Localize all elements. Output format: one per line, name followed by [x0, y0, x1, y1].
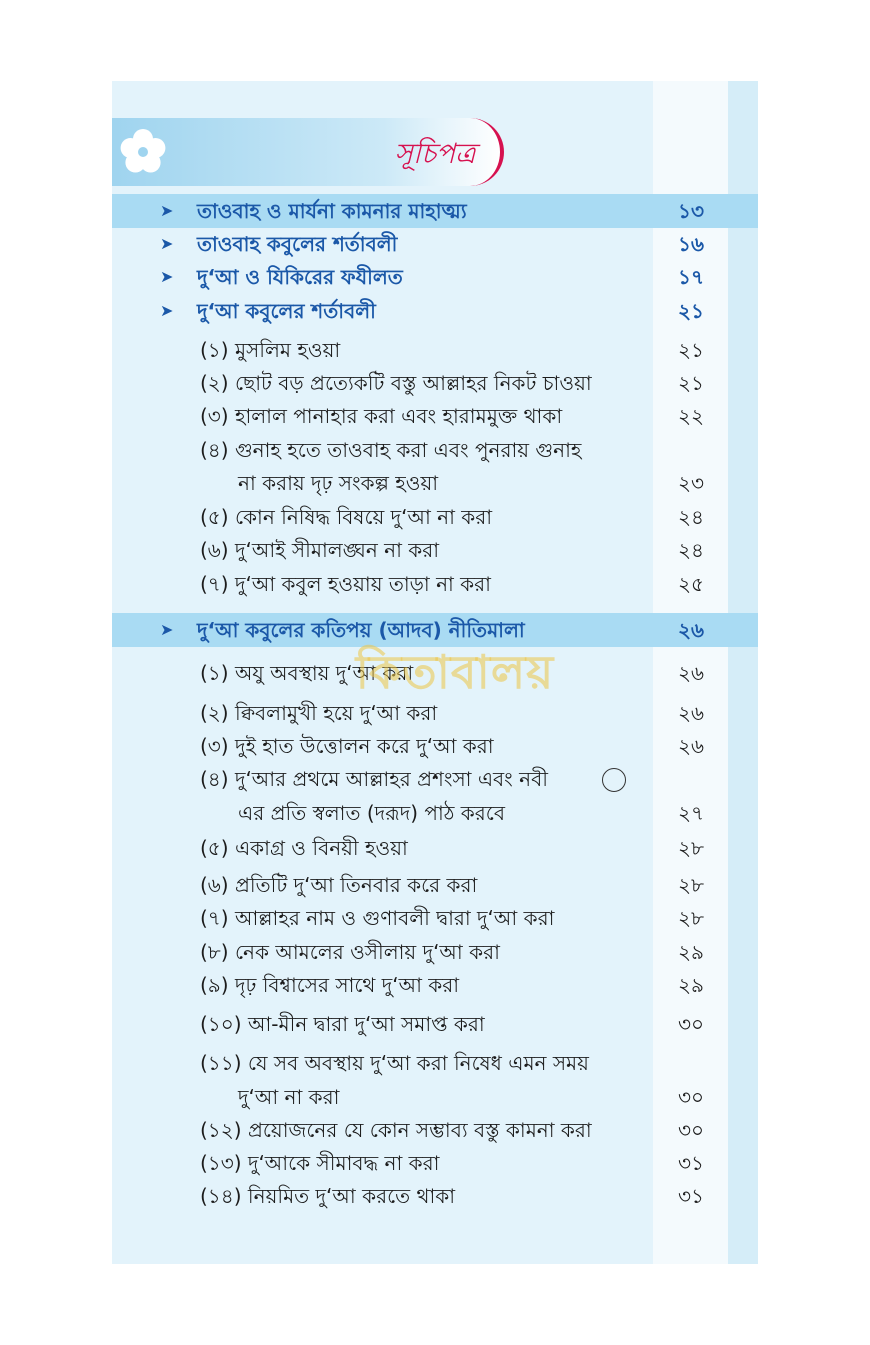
toc-page-number: ১৬: [678, 232, 704, 256]
toc-entry-row: [0, 796, 870, 830]
toc-entry-label: (৫) কোন নিষিদ্ধ বিষয়ে দু‘আ না করা: [200, 505, 493, 529]
toc-entry-row: [0, 831, 870, 865]
toc-page-number: ১৩: [678, 199, 704, 223]
toc-page-number: ২১: [678, 338, 704, 362]
toc-page-number: ২৯: [678, 973, 704, 997]
toc-entry-row: [0, 399, 870, 433]
toc-entry-row: [0, 729, 870, 763]
toc-entry-label: (১১) যে সব অবস্থায় দু‘আ করা নিষেধ এমন সময়: [200, 1051, 589, 1075]
toc-page-number: ২৮: [678, 906, 704, 930]
toc-page-number: ৩১: [678, 1184, 704, 1208]
toc-entry-label: এর প্রতি স্বলাত (দরূদ) পাঠ করবে: [238, 801, 505, 825]
toc-entry-label: (৪) দু‘আর প্রথমে আল্লাহর প্রশংসা এবং নবী: [200, 767, 548, 791]
toc-entry-row: [0, 433, 870, 467]
toc-page-number: ৩০: [677, 1118, 704, 1142]
toc-page-number: ২৯: [678, 940, 704, 964]
toc-page-number: ৩১: [678, 1151, 704, 1175]
toc-entry-label: (১৩) দু‘আকে সীমাবদ্ধ না করা: [200, 1151, 440, 1175]
toc-entry-label: (১) মুসলিম হওয়া: [200, 338, 341, 362]
toc-page-number: ২৬: [677, 661, 704, 685]
toc-page-number: ২৪: [678, 505, 704, 529]
toc-entry-row: [0, 533, 870, 567]
bullet-arrow-icon: ➤: [160, 201, 174, 220]
toc-entry-label: (২) ছোট বড় প্রত্যেকটি বস্তু আল্লাহর নিকট চাওয়া: [200, 371, 592, 395]
toc-entry-label: দু‘আ না করা: [238, 1085, 340, 1109]
toc-entry-label: (৩) হালাল পানাহার করা এবং হারামমুক্ত থাকা: [200, 404, 563, 428]
page-title: সূচিপত্র: [394, 137, 476, 170]
toc-entry-label: (৬) দু‘আই সীমালঙ্ঘন না করা: [200, 538, 440, 562]
toc-entry-row: [0, 1113, 870, 1147]
toc-page-number: ২৩: [677, 471, 704, 495]
toc-entry-row: [0, 968, 870, 1002]
toc-entry-label: (৫) একাগ্র ও বিনয়ী হওয়া: [200, 836, 408, 860]
bullet-arrow-icon: ➤: [160, 620, 174, 639]
toc-entry-label: না করায় দৃঢ় সংকল্প হওয়া: [238, 471, 439, 495]
toc-entry-label: (৩) দুই হাত উত্তোলন করে দু‘আ করা: [200, 734, 494, 758]
toc-section-row: [0, 294, 870, 328]
toc-page-number: ২৬: [677, 734, 704, 758]
toc-section-row: [0, 260, 870, 294]
toc-entry-row: [0, 466, 870, 500]
bullet-arrow-icon: ➤: [160, 267, 174, 286]
toc-page-number: ২৬: [677, 701, 704, 725]
toc-entry-label: (১২) প্রয়োজনের যে কোন সম্ভাব্য বস্তু কামনা করা: [200, 1118, 592, 1142]
toc-entry-label: তাওবাহ ও মার্যনা কামনার মাহাত্ম্য: [197, 199, 467, 223]
toc-page-number: ২৮: [678, 836, 704, 860]
toc-page-number: ২৪: [678, 538, 704, 562]
toc-entry-label: (১) অযু অবস্থায় দু‘আ করা: [200, 661, 414, 685]
toc-section-row: [0, 227, 870, 261]
toc-entry-label: (১৪) নিয়মিত দু‘আ করতে থাকা: [200, 1184, 456, 1208]
toc-entry-row: [0, 567, 870, 601]
toc-entry-row: [0, 901, 870, 935]
toc-entry-label: (৭) দু‘আ কবুল হওয়ায় তাড়া না করা: [200, 572, 491, 596]
toc-entry-row: [0, 1179, 870, 1213]
watermark-logo: কিতাবালয়: [355, 645, 555, 699]
toc-entry-label: দু‘আ ও যিকিরের ফযীলত: [197, 265, 403, 289]
toc-page-number: ২১: [678, 371, 704, 395]
toc-entry-label: দু‘আ কবুলের শর্তাবলী: [197, 299, 376, 323]
toc-page-number: ৩০: [677, 1012, 704, 1036]
bullet-arrow-icon: ➤: [160, 301, 174, 320]
toc-section-row: [0, 194, 870, 228]
toc-entry-row: [0, 1146, 870, 1180]
toc-entry-label: (৯) দৃঢ় বিশ্বাসের সাথে দু‘আ করা: [200, 973, 460, 997]
toc-entry-row: [0, 366, 870, 400]
toc-entry-row: [0, 333, 870, 367]
toc-entry-label: তাওবাহ কবুলের শর্তাবলী: [197, 232, 398, 256]
toc-page-number: ২৫: [678, 572, 704, 596]
toc-page-number: ২৮: [678, 873, 704, 897]
toc-entry-label: (১০) আ-মীন দ্বারা দু‘আ সমাপ্ত করা: [200, 1012, 485, 1036]
toc-entry-row: [0, 1007, 870, 1041]
toc-page-number: ২৬: [677, 618, 704, 642]
flower-icon: [117, 126, 169, 178]
toc-entry-row: [0, 1046, 870, 1080]
toc-entry-row: [0, 500, 870, 534]
toc-page-number: ১৭: [678, 265, 704, 289]
toc-page-number: ৩০: [677, 1085, 704, 1109]
toc-entry-row: [0, 868, 870, 902]
toc-entry-label: (৮) নেক আমলের ওসীলায় দু‘আ করা: [200, 940, 500, 964]
toc-entry-label: (২) ক্বিবলামুখী হয়ে দু‘আ করা: [200, 701, 438, 725]
salutation-seal-icon: [602, 768, 626, 792]
toc-page-number: ২১: [678, 299, 704, 323]
toc-page-number: ২৭: [677, 801, 704, 825]
toc-entry-label: দু‘আ কবুলের কতিপয় (আদব) নীতিমালা: [197, 618, 525, 642]
toc-entry-row: [0, 935, 870, 969]
toc-page-number: ২২: [677, 404, 704, 428]
bullet-arrow-icon: ➤: [160, 234, 174, 253]
toc-entry-label: (৬) প্রতিটি দু‘আ তিনবার করে করা: [200, 873, 478, 897]
toc-entry-label: (৭) আল্লাহর নাম ও গুণাবলী দ্বারা দু‘আ করা: [200, 906, 555, 930]
toc-entry-row: [0, 762, 870, 796]
toc-entry-label: (৪) গুনাহ হতে তাওবাহ করা এবং পুনরায় গুনাহ: [200, 438, 582, 462]
toc-entry-row: [0, 1080, 870, 1114]
